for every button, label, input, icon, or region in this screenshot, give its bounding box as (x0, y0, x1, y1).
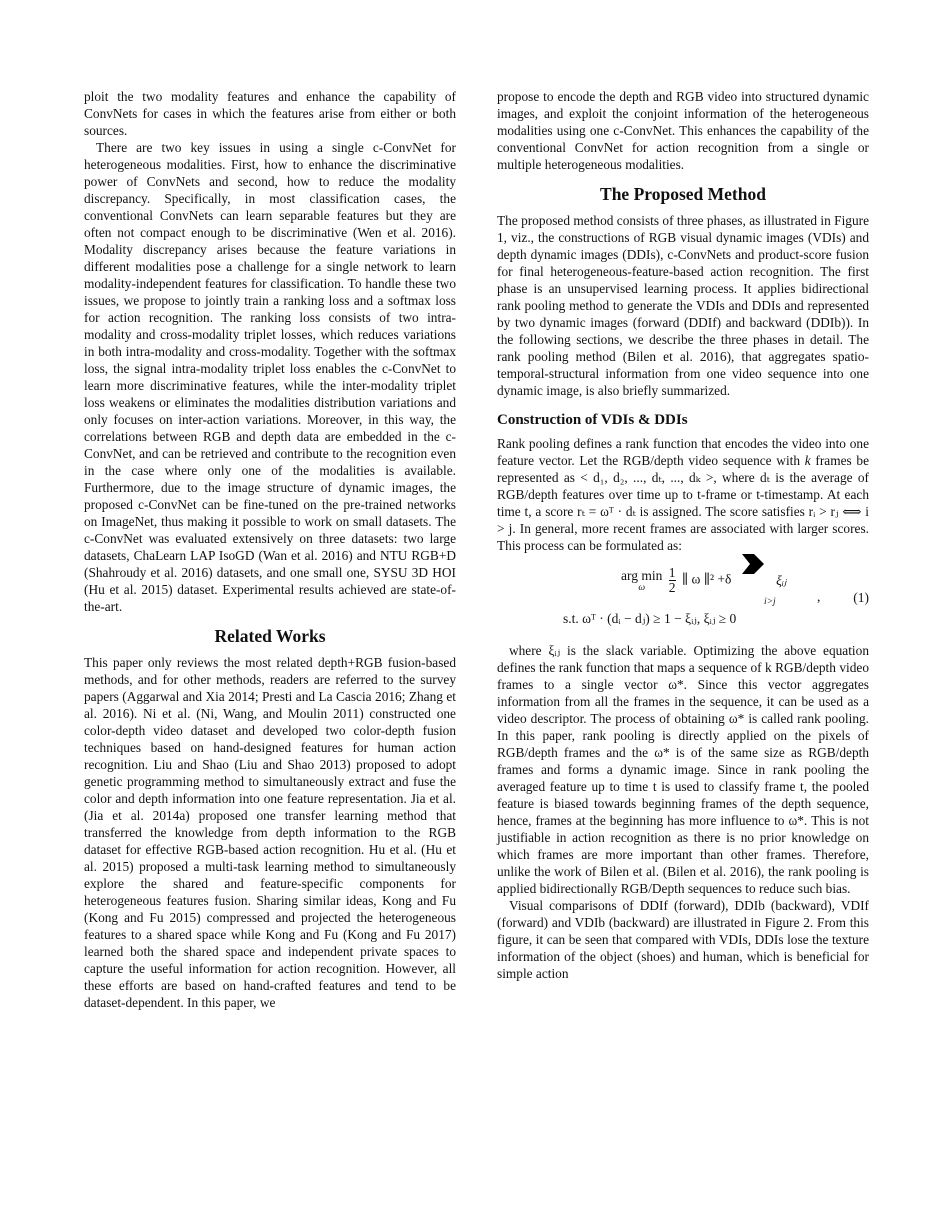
equation-line-1 (621, 565, 821, 607)
equation-comma: , (817, 589, 821, 604)
paragraph-proposed-method: The proposed method consists of three phases, as illustrated in Figure 1, viz., the constructions of RGB visual dynamic images (VDIs) and depth dynamic images (DDIs), c-ConvNets and product-score fusion for final heterogeneous-feature-based action recognition. The first phase is an unsupervised learning process. It applies bidirectional rank pooling method to generate the VDIs and DDIs and represented by two dynamic images (forward (DDIf) and backward (DDIb)). In the following sections, we describe the three phases in detail. The rank pooling method (Bilen et al. 2016), that aggregates spatio-temporal-structural information from one video sequence into one dynamic image, is also briefly summarized. (497, 213, 869, 398)
subsection-heading-construction: Construction of VDIs & DDIs (497, 412, 688, 428)
paragraph-visual-comparisons: Visual comparisons of DDIf (forward), DDIb (backward), VDIf (forward) and VDIb (backward) are illustrated in Figure 2. From this figure, it can be seen that compared with VDIs, DDIs lose the texture information of the object (shoes) and human, which is beneficial for simple action (497, 898, 869, 981)
section-heading-proposed-method: The Proposed Method (600, 184, 766, 204)
section-heading-related-works: Related Works (214, 626, 326, 646)
norm-term: ∥ ω ∥² +δ (681, 571, 732, 587)
left-column (84, 88, 456, 1011)
argmin-label: arg min (621, 567, 663, 583)
paragraph-continuation-right: propose to encode the depth and RGB video into structured dynamic images, and exploit the conjoint information of the heterogeneous modalities using one c-ConvNet. This enhances the capability of the conventional ConvNet for action recognition from a single or multiple heterogeneous modalities. (497, 89, 869, 172)
equation-number: (1) (853, 590, 869, 605)
paragraph-rank-pooling: Rank pooling defines a rank function that encodes the video into one feature vector. Let the RGB/depth video sequence with k frames be represented as < d₁, d₂, ..., dₜ, ..., dₖ >, where dₜ is the average of RGB/depth features over time up to t-frame or t-timestamp. At each time t, a score rₜ = ωᵀ · dₜ is assigned. The score satisfies rᵢ > rⱼ ⟺ i > j. In general, more recent frames are associated with larger scores. This process can be formulated as: (497, 436, 869, 553)
equation-1 (497, 558, 869, 636)
paragraph-slack-variable: where ξᵢⱼ is the slack variable. Optimizing the above equation defines the rank function that maps a sequence of k RGB/depth video frames to a single vector ω*. Since this vector aggregates information from all the frames in the sequence, it can be used as a video descriptor. The process of obtaining ω* is called rank pooling. In this paper, rank pooling is directly applied on the pixels of RGB/depth frames and the ω* is of the same size as RGB/depth frames and forms a dynamic image. Since in rank pooling the averaged feature up to time t is used to classify frame t, the pooled feature is biased towards beginning frames of the depth sequence, hence, frames at the beginning has more influence to ω*. This is not justifiable in action recognition as there is no prior knowledge on which frames are more important than other frames. Therefore, unlike the work of Bilen et al. (Bilen et al. 2016), the rank pooling is applied bidirectionally RGB/Depth sequences to reduce such bias. (497, 643, 869, 896)
equation-line-2: s.t. ωᵀ · (dᵢ − dⱼ) ≥ 1 − ξᵢⱼ, ξᵢⱼ ≥ 0 (563, 611, 737, 626)
paragraph-key-issues: There are two key issues in using a single c-ConvNet for heterogeneous modalities. First, how to enhance the discriminative power of ConvNets and second, how to reduce the modality discrepancy. Specifically, in most classification cases, the conventional ConvNets can learn separable features but they are often not compact enough to be discriminative (Wen et al. 2016). Modality discrepancy arises because the feature variations in different modalities pose a challenge for a single network to learn modality-independent features for classification. To handle these two issues, we propose to jointly train a ranking loss and a softmax loss for action recognition. The ranking loss consists of two intra-modality and cross-modality triplet losses, which reduces variations in both intra-modality and cross-modality. Together with the softmax loss, the signal intra-modality triplet loss enables the c-ConvNet to learn more discriminative features, while the inter-modality triplet loss weakens or eliminates the modalities distribution variations and only focuses on inter-action variations. Moreover, in this way, the correlations between RGB and depth data are embedded in the c-ConvNet, and can be retrieved and contribute to the recognition even in the case where only one of the modalities is available. Furthermore, due to the image structure of dynamic images, the proposed c-ConvNet can be fine-tuned on the pre-trained networks on ImageNet, thus making it possible to work on small datasets. The c-ConvNet was evaluated extensively on three datasets: two large datasets, ChaLearn LAP IsoGD (Wan et al. 2016) and NTU RGB+D (Shahroudy et al. 2016) datasets, and one small one, SYSU 3D HOI (Hu et al. 2015) dataset. Experimental results achieved are state-of-the-art. (84, 140, 456, 614)
xi-term: ξᵢⱼ (776, 573, 787, 588)
argmin-subscript: ω (638, 582, 646, 593)
fraction-half: $\frac{1}{2}$ (668, 565, 676, 595)
sum-condition: i>j (764, 597, 776, 607)
paragraph-continuation: ploit the two modality features and enhance the capability of ConvNets for cases in which the features arise from either or both sources. (84, 89, 456, 138)
paragraph-related-works: This paper only reviews the most related depth+RGB fusion-based methods, and for other methods, readers are referred to the survey papers (Aggarwal and Xia 2014; Presti and La Cascia 2016; Zhang et al. 2016). Ni et al. (Ni, Wang, and Moulin 2011) constructed one color-depth video dataset and developed two color-depth fusion techniques based on hand-designed features for human action recognition. Liu and Shao (Liu and Shao 2013) proposed to adopt genetic programming method to simultaneously extract and fuse the color and depth information into one feature representation. Jia et al. (Jia et al. 2014a) proposed one transfer learning method that transferred the knowledge from depth information to the RGB dataset for effective RGB-based action recognition. Hu et al. (Hu et al. 2015) proposed a multi-task learning method to simultaneously explore the shared and feature-specific components for heterogeneous features fusion. Sharing similar ideas, Kong and Fu (Kong and Fu 2015) compressed and projected the heterogeneous features to a shared space while Kong and Fu (Kong and Fu 2017) learned both the shared space and independent private spaces to capture the useful information for action recognition. However, all these efforts are based on hand-crafted features and tend to be dataset-dependent. In this paper, we (84, 655, 456, 1010)
right-column (497, 88, 869, 982)
